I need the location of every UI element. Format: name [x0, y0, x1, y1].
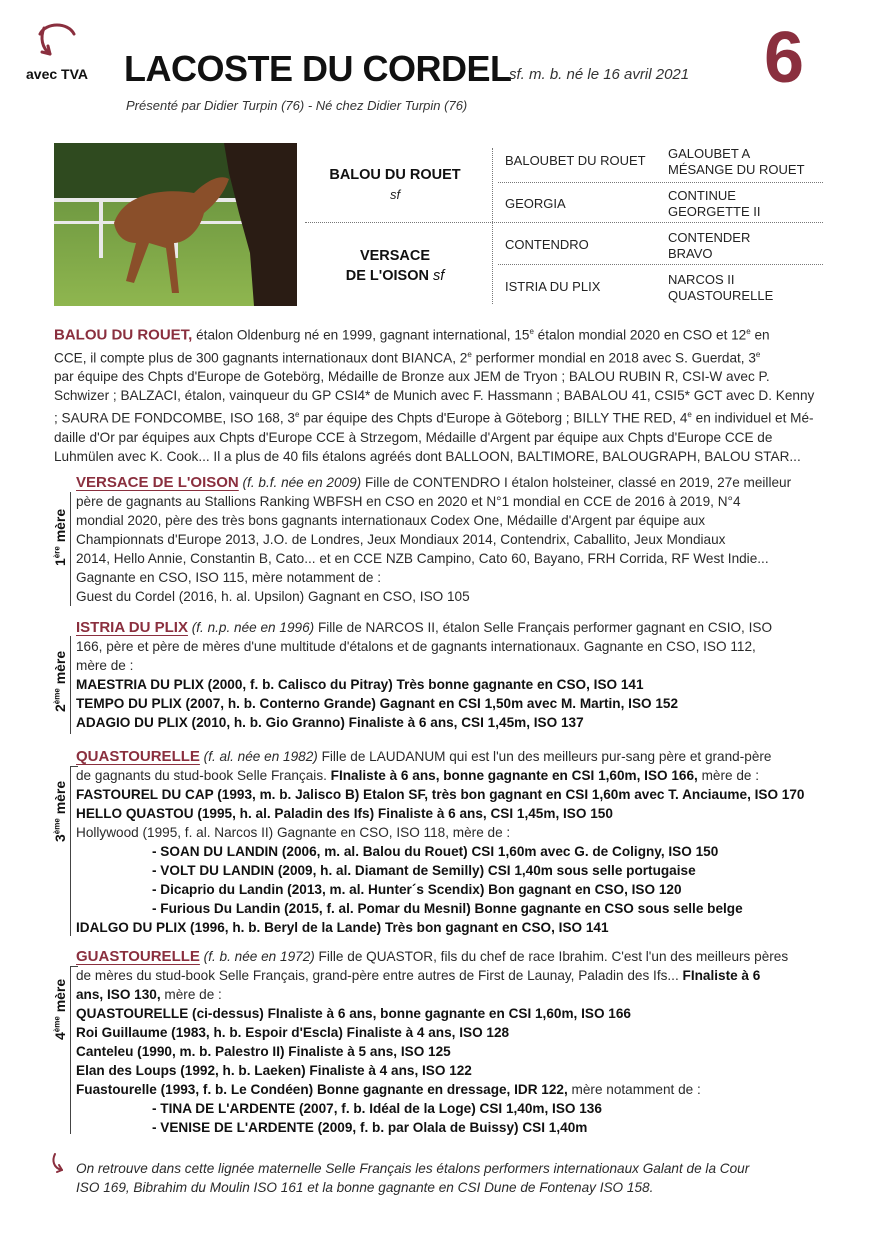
- pedigree-ggs3a: CONTENDER: [668, 230, 751, 245]
- gen4-text: GUASTOURELLE (f. b. née en 1972) Fille de QUASTOR, fils du chef de race Ibrahim. C'est l'un des meilleurs pères de mères du stud-book Selle Français, grand-père entre autres de First de Launay, Paladin des Ifs... FInaliste à 6 ans, ISO 130, mère de : QUASTOURELLE (ci-dessus) FInaliste à 6 ans, bonne gagnante en CSI 1,60m, ISO 166 Roi Guillaume (1983, h. b. Espoir d'Escla) Finaliste à 4 ans, ISO 128 Canteleu (1990, m. b. Palestro II) Finaliste à 5 ans, ISO 125 Elan des Loups (1992, h. b. Laeken) Finaliste à 4 ans, ISO 122 Fuastourelle (1993, f. b. Le Condéen) Bonne gagnante en dressage, IDR 122, mère notamment de : - TINA DE L'ARDENTE (2007, f. b. Idéal de la Loge) CSI 1,40m, ISO 136 - VENISE DE L'ARDENTE (2009, f. b. par Olala de Buissy) CSI 1,40m: [76, 948, 789, 1135]
- horse-info: sf. m. b. né le 16 avril 2021: [509, 66, 690, 83]
- gen3-label: 3ème mère: [52, 780, 68, 842]
- gen2-bar: [70, 636, 71, 734]
- pedigree-sire-breed: sf: [389, 187, 401, 202]
- gen1-bar: [70, 492, 71, 606]
- gen2-text: ISTRIA DU PLIX (f. n.p. née en 1996) Fille de NARCOS II, étalon Selle Français performer gagnant en CSIO, ISO 166, père et père de mères d'une multitude d'étalons et de gagnants internationaux. Gagnante en CSO, ISO 112, mère de : MAESTRIA DU PLIX (2000, f. b. Calisco du Pitray) Très bonne gagnante en CSO, ISO 141 TEMPO DU PLIX (2007, h. b. Conterno Grande) Gagnant en CSI 1,50m avec M. Martin, ISO 152 ADAGIO DU PLIX (2010, h. b. Gio Granno) Finaliste à 6 ans, CSI 1,45m, ISO 137: [76, 619, 773, 730]
- pedigree-ggs4b: QUASTOURELLE: [668, 288, 774, 303]
- gen4-label: 4ème mère: [52, 978, 68, 1040]
- gen3-bar: [70, 766, 71, 936]
- pedigree-separator: [498, 264, 823, 265]
- pedigree-dam-line1: VERSACE: [359, 248, 431, 264]
- gen3-text: QUASTOURELLE (f. al. née en 1982) Fille de LAUDANUM qui est l'un des meilleurs pur-sang père et grand-père de gagnants du stud-book Selle Français. FInaliste à 6 ans, bonne gagnante en CSI 1,60m, ISO 166, mère de : FASTOUREL DU CAP (1993, m. b. Jalisco B) Etalon SF, très bon gagnant en CSI 1,60m avec T. Anciaume, ISO 170 HELLO QUASTOU (1995, h. al. Paladin des Ifs) Finaliste à 6 ans, CSI 1,45m, ISO 150 Hollywood (1995, f. al. Narcos II) Gagnante en CSO, ISO 118, mère de : - SOAN DU LANDIN (2006, m. al. Balou du Rouet) CSI 1,60m avec G. de Coligny, ISO 150 - VOLT DU LANDIN (2009, h. al. Diamant de Semilly) CSI 1,40m sous selle portugaise - Dicaprio du Landin (2013, m. al. Hunter´s Scendix) Bon gagnant en CSO, ISO 120 - Furious Du Landin (2015, f. al. Pomar du Mesnil) Bonne gagnante en CSO sous selle belge IDALGO DU PLIX (1996, h. b. Beryl de la Lande) Très bon gagnant en CSO, ISO 141: [76, 748, 805, 935]
- presented-by: Présenté par Didier Turpin (76) - Né chez Didier Turpin (76): [126, 98, 468, 113]
- horse-photo: [54, 143, 297, 306]
- gen1-text: VERSACE DE L'OISON (f. b.f. née en 2009) Fille de CONTENDRO I étalon holsteiner, classé en 2019, 27e meilleur père de gagnants au Stallions Ranking WBFSH en CSO en 2020 et N°1 mondial en CCE de 2016 à 2019, N°4 mondial 2020, père des très bons gagnants internationaux Codex One, Médaille d'Argent par équipe aux Championnats d'Europe 2013, J.O. de Londres, Jeux Mondiaux 2014, Contendrix, Caballito, Jeux Mondiaux 2014, Hello Annie, Constantin B, Cato... et en CCE NZB Campino, Cato 60, Bayano, FRH Corrida, RF West Indie... Gagnante en CSO, ISO 115, mère notamment de : Guest du Cordel (2016, h. al. Upsilon) Gagnant en CSO, ISO 105: [76, 474, 792, 604]
- pedigree-ggs1b: MÉSANGE DU ROUET: [668, 162, 805, 177]
- sire-description: BALOU DU ROUET, étalon Oldenburg né en 1999, gagnant international, 15e étalon mondial 2020 en CSO et 12e en CCE, il compte plus de 300 gagnants internationaux dont BIANCA, 2e performer mondial en 2018 avec S. Guerdat, 3e par équipe des Chpts d'Europe de Gotebörg, Médaille de Bronze aux JEM de Tryon ; BALOU RUBIN R, CSI-W avec P. Schwizer ; BALZACI, étalon, vainqueur du GP CSI4* de Munich avec F. Hassmann ; BABALOU 41, CSI5* GCT avec D. Kenny ; SAURA DE FONDCOMBE, ISO 168, 3e par équipe des Chpts d'Europe à Göteborg ; BILLY THE RED, 4e en individuel et Mé- daille d'Or par équipes aux Chpts d'Europe CCE à Strzegom, Médaille d'Argent par équipe aux Chpts d'Europe CCE de Luhmülen avec K. Cook... Il a plus de 40 fils étalons agréés dont BALLOON, BALTIMORE, BALOUGRAPH, BALOU STAR...: [54, 326, 815, 464]
- pedigree-ggs1a: GALOUBET A: [668, 146, 751, 161]
- gen1-label: 1ère mère: [52, 508, 68, 566]
- pedigree-ggs2a: CONTINUE: [668, 188, 736, 203]
- lot-number: 6: [764, 18, 805, 98]
- pedigree-dam-line2: DE L'OISON: [345, 268, 429, 284]
- pedigree-dam: [320, 266, 470, 286]
- pedigree-dam-breed: sf: [432, 268, 445, 284]
- return-arrow-icon: [50, 1152, 70, 1176]
- horse-name: LACOSTE DU CORDEL: [124, 48, 512, 89]
- gen4-bar: [70, 966, 71, 1134]
- pedigree-separator: [498, 182, 823, 183]
- pedigree-separator: [305, 222, 823, 223]
- pedigree-divider: [492, 148, 493, 304]
- pedigree-gs3: CONTENDRO: [505, 237, 589, 252]
- pedigree-gs4: ISTRIA DU PLIX: [505, 279, 601, 294]
- pedigree-sire: BALOU DU ROUET: [329, 167, 461, 183]
- pedigree-gs2: GEORGIA: [505, 196, 566, 211]
- gen2-label: 2ème mère: [52, 650, 68, 712]
- pedigree-ggs4a: NARCOS II: [668, 272, 735, 287]
- footer-note: On retrouve dans cette lignée maternelle Selle Français les étalons performers internationaux Galant de la Cour ISO 169, Bibrahim du Moulin ISO 161 et la bonne gagnante en CSI Dune de Fontenay ISO 158.: [76, 1161, 750, 1195]
- vat-label: avec TVA: [26, 66, 88, 82]
- pedigree-ggs2b: GEORGETTE II: [668, 204, 761, 219]
- pedigree-gs1: BALOUBET DU ROUET: [505, 153, 646, 168]
- curved-arrow-icon: [36, 20, 80, 62]
- pedigree-ggs3b: BRAVO: [668, 246, 713, 261]
